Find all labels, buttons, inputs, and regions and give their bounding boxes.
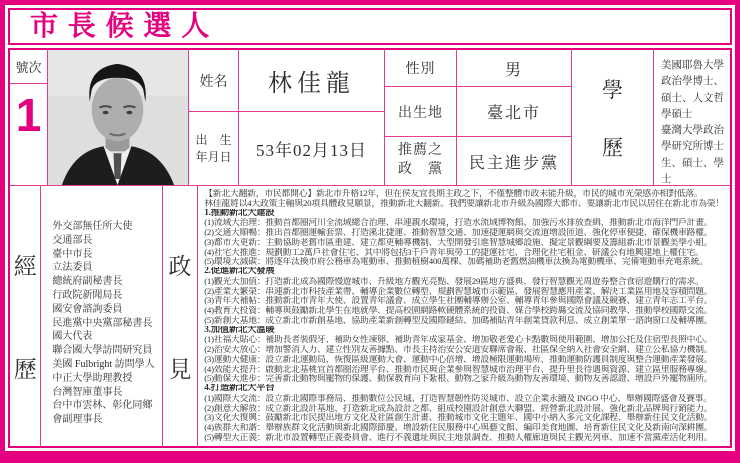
experience-item: 國大代表: [52, 331, 93, 343]
name-row: [189, 50, 384, 112]
candidate-table: [8, 48, 732, 448]
experience-item: 交通部長: [52, 234, 93, 246]
candidate-photo-image: [48, 50, 188, 185]
experience-item: 聯合國大學訪問研究員: [52, 345, 153, 357]
policy-line: (2)創意大解放：成立新北設計基地、打造新北成為設計之都、組成校園設計創意大聯盟、經營新北設計展、強化新北品牌與行銷能力。: [204, 403, 713, 413]
policy-line: (2)交通大順暢：推出首都圈運輸套票、打造溪北捷運、推動智慧交通、加速捷運網與交流道增設匝道、強化停車便捷、確保機車路權。: [204, 228, 713, 237]
policy-line: (3)都市大更新：主動協助老舊市區重建、建立都更輔導機制、大型開發引進智慧城鄉設施、擬定景觀綱要及籌組新北市景觀美學小組。: [204, 237, 713, 247]
birthdate-label: 出 生 年月日: [189, 112, 239, 185]
policy-line: (2)產業大繁榮：串連新北市科技產業帶、輔導企業數位轉型、規劃智慧城市示範區、發展智慧應用產業、解決工業區用地及容積問題。: [204, 286, 713, 296]
policy-line: (5)環境大減碳：將逐年汰換市府公務車為電動車、推動植樹400萬棵、加碼補助老舊燃油機車汰換為電動機車、完備電動車充電系統。: [204, 257, 708, 267]
policy-line: (2)治安大放心：增加警消人力、建立性別友善據點、市長主持治安公安道安聯席會報、社區保全納入社會安全網、建立公私協力機制。: [204, 345, 713, 354]
experience-item: 中正大學助理教授: [52, 372, 133, 384]
policy-line: (1)流域大治理：推動首都圈河川全流域總合治理、串連親水環境，打造水流域博物館、加強污水排放查緝，推動新北市海洋門戶計畫。: [204, 218, 713, 228]
policy-line: 1.推動新北大建設: [204, 208, 275, 218]
experience-item: 臺中市長: [52, 248, 93, 260]
policy-line: 2.促進新北大發展: [204, 267, 275, 276]
politics-text: [198, 186, 730, 446]
gender-label: 性別: [385, 50, 457, 86]
candidate-identity-section: [10, 50, 730, 186]
page-title: 市長候選人: [30, 10, 220, 42]
gender-row: [385, 50, 571, 87]
experience-item: 行政院新聞局長: [52, 289, 123, 301]
experience-politics-section: [10, 186, 730, 446]
experience-item: 美國 Fulbright 訪問學人: [52, 358, 155, 370]
experience-item: 民進黨中央黨部秘書長: [52, 317, 153, 329]
policy-line: (5)轉型大正義：新北市設置轉型正義委員會、進行不義遺址與民主地景調查、推動人權廊道與民主觀光列車、加速不當黨產活化利用。: [204, 432, 713, 442]
page-title-box: [8, 8, 732, 45]
policy-line: 林佳龍將以4大政策主軸與20項具體政見願景，推動新北大翻新。我們要讓新北市升級為國際大都市、要讓新北市民以居住在新北市為榮！: [204, 198, 725, 208]
policy-line: (4)族群大和諧：舉辦族群文化活動與新北國際節慶、增設新住民服務中心與藝文館、編印美食地圖、培育新住民文化及新南向深耕團。: [204, 423, 713, 432]
name-birth-column: [189, 50, 385, 185]
experience-item: 台灣智庫董事長: [52, 386, 123, 398]
gender-value: 男: [504, 61, 523, 79]
education-text: [654, 50, 730, 185]
birthdate-row: [189, 112, 384, 185]
birthplace-value: 臺北市: [486, 105, 541, 122]
experience-item: 國安會諮詢委員: [52, 303, 123, 315]
experience-item: 總統府副秘書長: [52, 276, 123, 288]
policy-line: 【新北大翻新，市民都開心】新北市升格12年，但在侯友宜長期主政之下，不僅整體市政未能升級，市民的城市光榮感亦相對低落。: [204, 189, 703, 198]
experience-list: [41, 186, 162, 446]
policy-line: (1)觀光大加值：打造新北成為國際慢遊城市、升級地方觀光亮點、發展29區地方盛典、發行智慧觀光周遊券整合食宿遊購行的需求。: [204, 276, 704, 286]
ballot-number-column: [10, 50, 48, 185]
policy-line: (4)效能大提升：啟動北北基桃宜首都圈治理平台、推動市民與企業參與智慧城市治理平台、提升里長待遇與資源、建立區里服務專線。: [204, 364, 713, 374]
policy-line: (5)動保大進步：完善新北動物與寵物的保護、動保教育向下紮根、動物之家升級為動物友善環境、動物友善認證、增設戶外寵物廁所。: [204, 374, 713, 384]
policy-line: (3)運動大健康：設立新北運動局、恢復區級運動大會、運動中心倍增、增設極限運動場所、推動運動防護員制度與整合運動產業發展。: [204, 354, 713, 364]
politics-label: 政 見: [163, 186, 199, 446]
ballot-number-label: 號次: [10, 50, 47, 84]
party-label: 推薦之 政 黨: [385, 137, 457, 185]
birthplace-row: [385, 87, 571, 137]
policy-line: (3)青年大補帖：推動新北市青年大使、設置青年議會、成立學生社團輔導辦公室、輔導青年參與國際會議及競賽、建立青年志工平台。: [204, 296, 713, 306]
experience-item: 立法委員: [52, 262, 93, 274]
experience-item: 台中市雲林、彰化同鄉會副理事長: [52, 400, 153, 426]
candidate-photo: [48, 50, 189, 185]
ballot-number: 1: [15, 89, 42, 141]
experience-item: 外交部無任所大使: [52, 221, 133, 232]
policy-line: (1)國際大交流：設立新北國際事務局、推動數位公民城、打造智慧韌性防災城市、設立企業永續及 INGO 中心、舉辦國際盛會及賽事。: [204, 393, 712, 403]
policy-line: 3.加值新北大溫暖: [204, 325, 275, 335]
birthplace-label: 出生地: [385, 87, 457, 136]
policy-line: (4)教育大投資：輔導與鼓勵新北學生在地就學、提高校園網路軟硬體系統的投資、媒合學校跨縣交流及協同教學、推動學校國際交流。: [204, 306, 713, 315]
policy-line: (3)文化大復興：鼓勵新北市民提出地方文化及社區創生計畫、推動城市文化主題年、國中小納入多元文化課程、舉辦新住民文化活動。: [204, 413, 713, 423]
personal-info-column: [385, 50, 572, 185]
education-line: 美國耶魯大學政治學博士、碩士、人文哲學碩士: [661, 60, 724, 120]
policy-line: (5)新創大基地：成立新北市新創基地、協助產業新創轉型及國際鏈結、加碼補貼青年創業貸款利息、成立創業單一諮詢窗口及輔導團。: [204, 315, 713, 325]
party-row: [385, 137, 571, 185]
birthdate-value: 53年02月13日: [256, 141, 367, 160]
policy-line: 4.打造新北大平台: [204, 384, 275, 393]
policy-line: (4)社宅大推進：規劃動工2萬戶社會住宅、其中將包括3千戶青年與勞工的捷運社宅、合理化社宅租金、研議公有地興建地上權住宅。: [204, 247, 704, 257]
candidate-name: 林佳龍: [268, 71, 355, 97]
education-label: 學 歷: [572, 50, 654, 185]
education-line: 臺灣大學政治學研究所博士生、碩士、學士: [661, 125, 724, 185]
experience-label: 經 歷: [10, 186, 41, 446]
name-label: 姓名: [189, 50, 239, 111]
party-value: 民主進步黨: [468, 154, 559, 172]
policy-line: (1)社福大貼心：補助長者裝假牙、補助女性凍卵、補助青年成家基金、增加敬老愛心卡點數與使用範圍、增加公托及住宿型長照中心。: [204, 335, 713, 345]
